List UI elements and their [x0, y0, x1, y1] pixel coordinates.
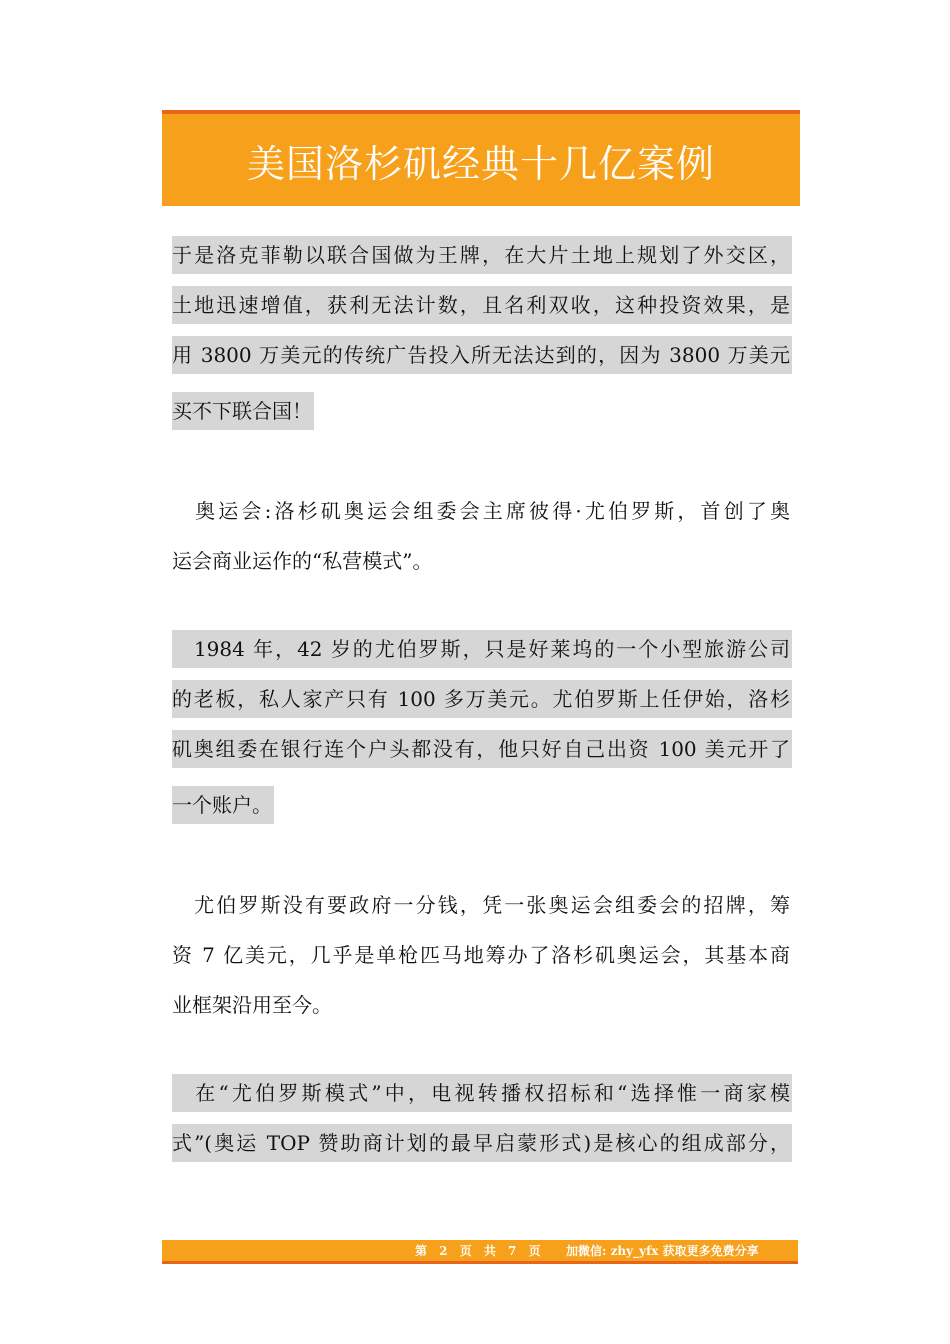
- title-banner: [162, 110, 800, 206]
- paragraph-5: [172, 1074, 792, 1162]
- text-line: 尤伯罗斯没有要政府一分钱，凭一张奥运会组委会的招牌，筹: [172, 893, 790, 917]
- text-line: 1984 年，42 岁的尤伯罗斯，只是好莱坞的一个小型旅游公司: [172, 630, 792, 668]
- paragraph-4: [172, 886, 792, 1024]
- paragraph-3: [172, 630, 792, 836]
- page-number: 第 2 页 共 7 页: [415, 1244, 545, 1258]
- paragraph-1: [172, 236, 792, 442]
- text-line: 买不下联合国！: [172, 392, 314, 430]
- text-line: 资 7 亿美元，几乎是单枪匹马地筹办了洛杉矶奥运会，其基本商: [172, 943, 790, 967]
- text-line: 矶奥组委在银行连个户头都没有，他只好自己出资 100 美元开了: [172, 730, 792, 768]
- footer-note: 加微信: zhy_yfx 获取更多免费分享: [566, 1244, 759, 1258]
- document-body: [172, 236, 792, 1174]
- text-line: 在“尤伯罗斯模式”中，电视转播权招标和“选择惟一商家模: [172, 1074, 792, 1112]
- paragraph-2: [172, 492, 792, 580]
- text-line: 业框架沿用至今。: [172, 993, 332, 1017]
- text-line: 运会商业运作的“私营模式”。: [172, 549, 433, 573]
- text-line: 于是洛克菲勒以联合国做为王牌，在大片土地上规划了外交区，: [172, 236, 792, 274]
- footer-bar: [162, 1240, 798, 1264]
- text-line: 土地迅速增值，获利无法计数，且名利双收，这种投资效果，是: [172, 286, 792, 324]
- text-line: 一个账户。: [172, 786, 274, 824]
- text-line: 式”(奥运 TOP 赞助商计划的最早启蒙形式)是核心的组成部分，: [172, 1124, 792, 1162]
- text-line: 的老板，私人家产只有 100 多万美元。尤伯罗斯上任伊始，洛杉: [172, 680, 792, 718]
- text-line: 奥运会:洛杉矶奥运会组委会主席彼得·尤伯罗斯，首创了奥: [172, 499, 790, 523]
- text-line: 用 3800 万美元的传统广告投入所无法达到的，因为 3800 万美元: [172, 336, 792, 374]
- page-title: 美国洛杉矶经典十几亿案例: [246, 141, 715, 186]
